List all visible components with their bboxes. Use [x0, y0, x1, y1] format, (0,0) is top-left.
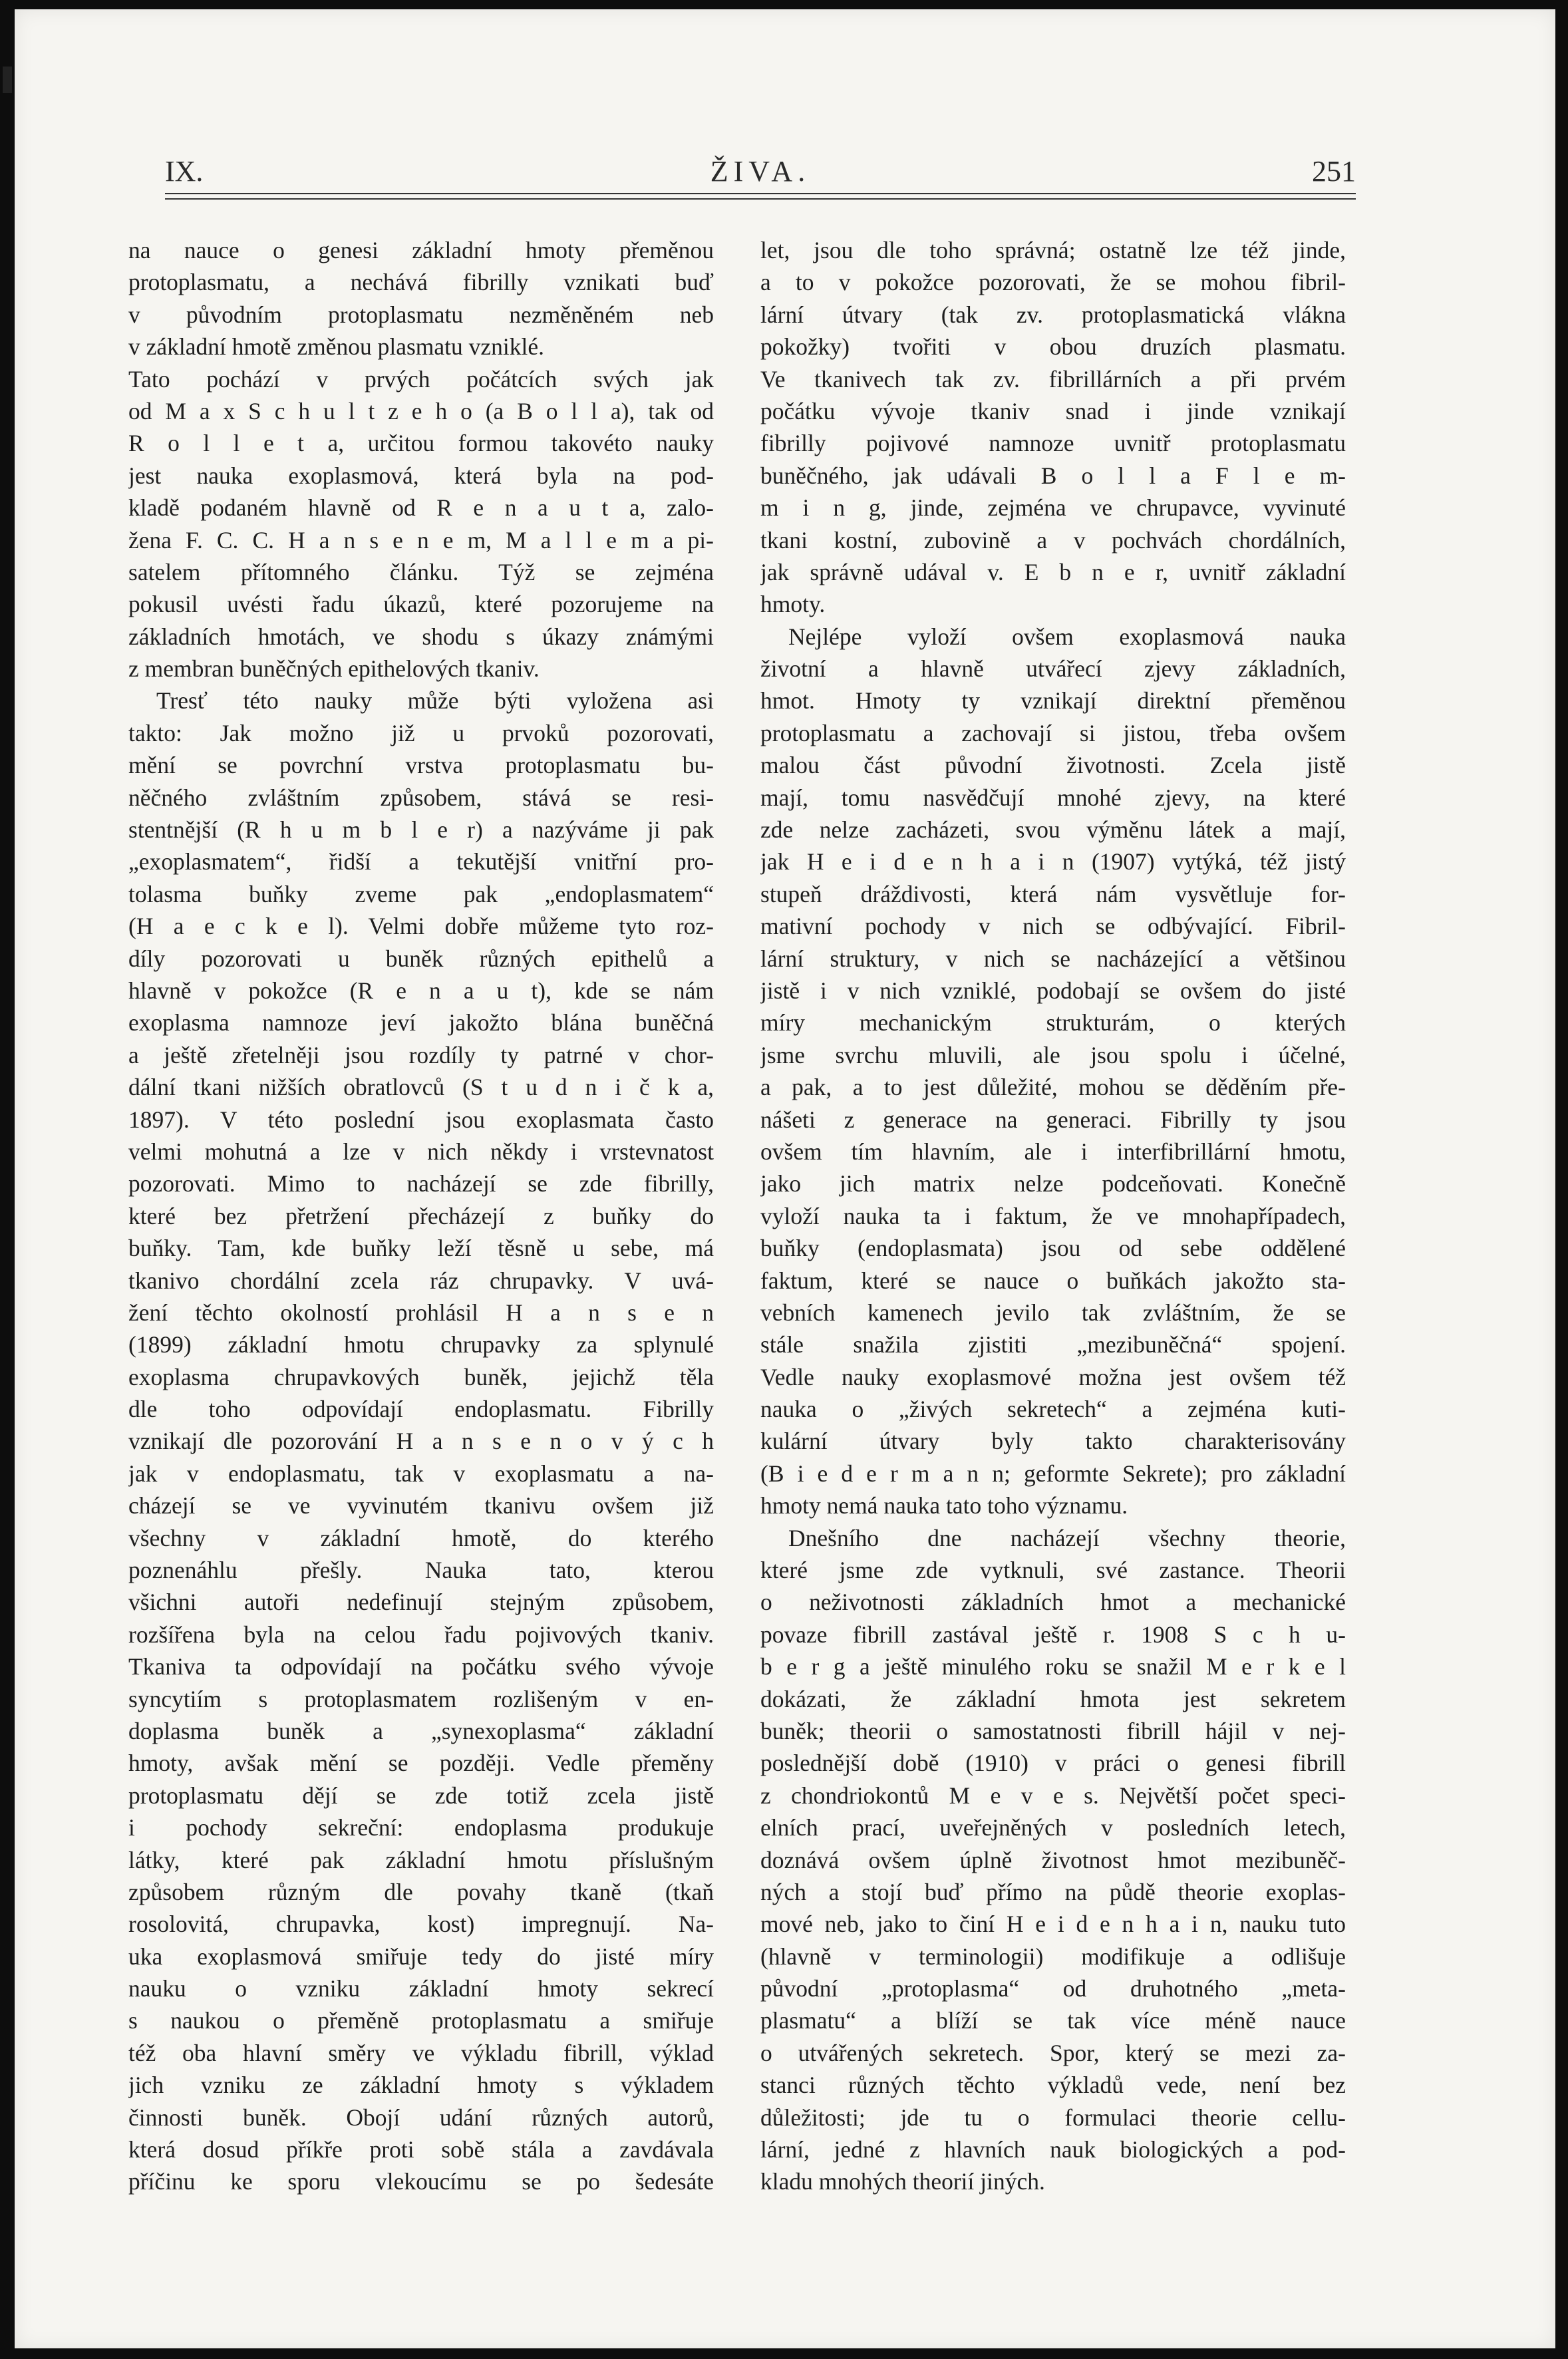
- text-line: z membran buněčných epithelových tkaniv.: [128, 655, 540, 683]
- text-line: poznenáhlu přešly. Nauka tato, kterou: [128, 1557, 714, 1584]
- text-line: tkani kostní, zubovině a v pochvách chordálních,: [760, 526, 1346, 553]
- text-line: Nejlépe vyloží ovšem exoplasmová nauka: [788, 623, 1346, 650]
- text-line: „exoplasmatem“, řidší a tekutější vnitřní pro-: [128, 848, 714, 875]
- text-line: velmi mohutná a lze v nich někdy i vrstevnatost: [128, 1138, 714, 1165]
- text-line: exoplasma chrupavkových buněk, jejichž těla: [128, 1363, 714, 1390]
- text-line: pokožky) tvořiti v obou druzích plasmatu.: [760, 333, 1346, 361]
- text-line: uka exoplasmová smiřuje tedy do jisté míry: [128, 1943, 714, 1970]
- text-line: jak v endoplasmatu, tak v exoplasmatu a na-: [128, 1460, 714, 1487]
- header-rule-bottom: [165, 198, 1356, 200]
- text-line: doplasma buněk a „synexoplasma“ základní: [128, 1717, 714, 1744]
- text-line: životní a hlavně utvářecí zjevy základních,: [760, 655, 1346, 683]
- text-line: kladu mnohých theorií jiných.: [760, 2168, 1045, 2195]
- text-line: Dnešního dne nacházejí všechny theorie,: [788, 1524, 1346, 1551]
- text-line: stanci různých těchto výkladů vede, není bez: [760, 2072, 1346, 2099]
- text-line: nauka o „živých sekretech“ a zejména kuti-: [760, 1396, 1346, 1423]
- text-line: lární útvary (tak zv. protoplasmatická vlákna: [760, 301, 1346, 328]
- text-line: m i n g, jinde, zejména ve chrupavce, vyvinuté: [760, 494, 1346, 522]
- text-line: rosolovitá, chrupavka, kost) impregnují. Na-: [128, 1911, 714, 1938]
- text-line: fibrilly pojivové namnoze uvnitř protoplasmatu: [760, 430, 1346, 457]
- text-line: v základní hmotě změnou plasmatu vzniklé.: [128, 333, 545, 361]
- text-line: b e r g a ještě minulého roku se snažil M e r k e l: [760, 1653, 1346, 1680]
- text-line: díly pozorovati u buněk různých epithelů a: [128, 945, 714, 972]
- text-line: mění se povrchní vrstva protoplasmatu bu-: [128, 752, 714, 779]
- text-line: způsobem různým dle povahy tkaně (tkaň: [128, 1878, 714, 1905]
- text-line: která dosud příkře proti sobě stála a zavdávala: [128, 2136, 714, 2163]
- text-line: Tresť této nauky může býti vyložena asi: [156, 687, 714, 714]
- text-line: stále snažila zjistiti „mezibuněčná“ spojení.: [760, 1331, 1346, 1358]
- text-line: cházejí se ve vyvinutém tkanivu ovšem již: [128, 1492, 714, 1519]
- text-line: vebních kamenech jevilo tak zvláštním, že se: [760, 1299, 1346, 1326]
- text-line: pozorovati. Mimo to nacházejí se zde fibrilly,: [128, 1170, 714, 1197]
- text-line: (1899) základní hmotu chrupavky za splynulé: [128, 1331, 714, 1358]
- text-line: které bez přetržení přecházejí z buňky do: [128, 1202, 714, 1229]
- text-line: všechny v základní hmotě, do kterého: [128, 1524, 714, 1551]
- text-line: činnosti buněk. Obojí udání různých autorů,: [128, 2104, 714, 2131]
- text-line: buňky. Tam, kde buňky leží těsně u sebe, má: [128, 1235, 714, 1262]
- text-line: ovšem tím hlavním, ale i interfibrillární hmotu,: [760, 1138, 1346, 1165]
- text-line: nášeti z generace na generaci. Fibrilly ty jsou: [760, 1106, 1346, 1133]
- text-line: lární, jedné z hlavních nauk biologických a pod-: [760, 2136, 1346, 2163]
- text-line: na nauce o genesi základní hmoty přeměnou: [128, 237, 714, 263]
- text-line: žena F. C. C. H a n s e n e m, M a l l e m a pi-: [128, 526, 714, 553]
- text-line: jistě i v nich vzniklé, podobají se ovšem do jisté: [760, 977, 1346, 1004]
- text-line: dální tkani nižších obratlovců (S t u d n i č k a,: [128, 1074, 714, 1101]
- text-line: Vedle nauky exoplasmové možna jest ovšem též: [760, 1363, 1346, 1390]
- text-line: příčinu ke sporu vlekoucímu se po šedesáte: [128, 2168, 714, 2195]
- text-line: buněčného, jak udávali B o l l a F l e m-: [760, 462, 1346, 489]
- text-line: plasmatu“ a blíží se tak více méně nauce: [760, 2007, 1346, 2034]
- text-line: mové neb, jako to činí H e i d e n h a i n, nauku tuto: [760, 1911, 1346, 1938]
- header-rule-top: [165, 193, 1356, 194]
- text-line: nauku o vzniku základní hmoty sekrecí: [128, 1975, 714, 2002]
- text-line: takto: Jak možno již u prvoků pozorovati,: [128, 719, 714, 746]
- text-line: buněk; theorii o samostatnosti fibrill hájil v nej-: [760, 1717, 1346, 1744]
- text-line: tkanivo chordální zcela ráz chrupavky. V uvá-: [128, 1267, 714, 1294]
- text-line: základních hmotách, ve shodu s úkazy známými: [128, 623, 714, 650]
- text-line: stupeň dráždivosti, která nám vysvětluje for-: [760, 880, 1346, 907]
- text-line: zde nelze zacházeti, svou výměnu látek a mají,: [760, 816, 1346, 844]
- text-line: (hlavně v terminologii) modifikuje a odlišuje: [760, 1943, 1346, 1970]
- text-line: doznává ovšem úplně životnost hmot mezibuněč-: [760, 1846, 1346, 1873]
- text-line: (H a e c k e l). Velmi dobře můžeme tyto roz-: [128, 913, 714, 940]
- text-line: faktum, které se nauce o buňkách jakožto sta-: [760, 1267, 1346, 1294]
- text-line: něčného zvláštním způsobem, stává se resi-: [128, 784, 714, 811]
- text-line: kladě podaném hlavně od R e n a u t a, zalo-: [128, 494, 714, 522]
- text-line: jsme svrchu mluvili, ale jsou spolu i účelné,: [760, 1041, 1346, 1068]
- text-line: a to v pokožce pozorovati, že se mohou fibril-: [760, 269, 1346, 296]
- text-line: hlavně v pokožce (R e n a u t), kde se nám: [128, 977, 714, 1004]
- text-line: hmoty, avšak mění se později. Vedle přeměny: [128, 1750, 714, 1777]
- text-line: Tkaniva ta odpovídají na počátku svého vývoje: [128, 1653, 714, 1680]
- text-line: R o l l e t a, určitou formou takovéto nauky: [128, 430, 714, 457]
- scan-edge-mark: [3, 67, 12, 93]
- text-line: hmot. Hmoty ty vznikají direktní přeměnou: [760, 687, 1346, 714]
- text-line: které jsme zde vytknuli, své zastance. Theorii: [760, 1557, 1346, 1584]
- text-line: pokusil uvésti řadu úkazů, které pozorujeme na: [128, 591, 714, 618]
- text-line: i pochody sekreční: endoplasma produkuje: [128, 1814, 714, 1841]
- text-line: tolasma buňky zveme pak „endoplasmatem“: [128, 880, 714, 907]
- text-line: syncytiím s protoplasmatem rozlišeným v en-: [128, 1685, 714, 1712]
- left-text-column: [128, 234, 714, 2237]
- text-line: jich vzniku ze základní hmoty s výkladem: [128, 2072, 714, 2099]
- text-line: též oba hlavní směry ve výkladu fibrill, výklad: [128, 2039, 714, 2066]
- text-line: o neživotnosti základních hmot a mechanické: [760, 1589, 1346, 1616]
- text-line: protoplasmatu, a nechává fibrilly vznikati buď: [128, 269, 714, 296]
- text-line: o utvářených sekretech. Spor, který se mezi za-: [760, 2039, 1346, 2066]
- text-line: žení těchto okolností prohlásil H a n s e n: [128, 1299, 714, 1326]
- text-line: hmoty.: [760, 591, 826, 618]
- text-line: povaze fibrill zastával ještě r. 1908 S c h u-: [760, 1621, 1346, 1648]
- text-line: z chondriokontů M e v e s. Největší počet speci-: [760, 1782, 1346, 1809]
- text-line: protoplasmatu dějí se zde totiž zcela jistě: [128, 1782, 714, 1809]
- text-line: od M a x S c h u l t z e h o (a B o l l a), tak od: [128, 397, 714, 424]
- text-line: Tato pochází v prvých počátcích svých jak: [128, 365, 714, 393]
- text-line: látky, které pak základní hmotu příslušným: [128, 1846, 714, 1873]
- text-line: počátku vývoje tkaniv snad i jinde vznikají: [760, 397, 1346, 424]
- volume-number: IX.: [165, 155, 204, 188]
- journal-title: ŽIVA.: [710, 155, 811, 188]
- text-line: exoplasma namnoze jeví jakožto blána buněčná: [128, 1009, 714, 1036]
- text-line: původní „protoplasma“ od druhotného „meta-: [760, 1975, 1346, 2002]
- text-line: vznikají dle pozorování H a n s e n o v ý c h: [128, 1428, 714, 1455]
- text-line: ných a stojí buď přímo na půdě theorie exoplas-: [760, 1878, 1346, 1905]
- text-line: důležitosti; jde tu o formulaci theorie cellu-: [760, 2104, 1346, 2131]
- text-line: s naukou o přeměně protoplasmatu a smiřuje: [128, 2007, 714, 2034]
- text-line: elních prací, uveřejněných v posledních letech,: [760, 1814, 1346, 1841]
- text-line: malou část původní životnosti. Zcela jistě: [760, 752, 1346, 779]
- text-line: buňky (endoplasmata) jsou od sebe oddělené: [760, 1235, 1346, 1262]
- text-line: dle toho odpovídají endoplasmatu. Fibrilly: [128, 1396, 714, 1423]
- page-number: 251: [1312, 155, 1356, 188]
- running-head: [165, 154, 1356, 190]
- text-line: 1897). V této poslední jsou exoplasmata často: [128, 1106, 714, 1133]
- text-line: jak H e i d e n h a i n (1907) vytýká, též jistý: [760, 848, 1346, 875]
- text-line: (B i e d e r m a n n; geformte Sekrete); pro základní: [760, 1460, 1346, 1487]
- text-line: kulární útvary byly takto charakterisovány: [760, 1428, 1346, 1455]
- text-line: Ve tkanivech tak zv. fibrillárních a při prvém: [760, 365, 1346, 393]
- text-line: míry mechanickým strukturám, o kterých: [760, 1009, 1346, 1036]
- text-line: lární struktury, v nich se nacházející a většinou: [760, 945, 1346, 972]
- text-line: stentnější (R h u m b l e r) a nazýváme ji pak: [128, 816, 714, 844]
- text-line: satelem přítomného článku. Týž se zejména: [128, 558, 714, 585]
- text-line: poslednější době (1910) v práci o genesi fibrill: [760, 1750, 1346, 1777]
- text-line: mativní pochody v nich se odbývající. Fibril-: [760, 913, 1346, 940]
- text-line: vyloží nauka ta i faktum, že ve mnohapřípadech,: [760, 1202, 1346, 1229]
- right-text-column: [760, 234, 1346, 2237]
- text-line: dokázati, že základní hmota jest sekretem: [760, 1685, 1346, 1712]
- text-line: a ještě zřetelněji jsou rozdíly ty patrné v chor-: [128, 1041, 714, 1068]
- text-line: a pak, a to jest důležité, mohou se děděním pře-: [760, 1074, 1346, 1101]
- text-line: protoplasmatu a zachovají si jistou, třeba ovšem: [760, 719, 1346, 746]
- text-line: let, jsou dle toho správná; ostatně lze též jinde,: [760, 237, 1346, 263]
- text-line: všichni autoři nedefinují stejným způsobem,: [128, 1589, 714, 1616]
- text-line: mají, tomu nasvědčují mnohé zjevy, na které: [760, 784, 1346, 811]
- text-line: jest nauka exoplasmová, která byla na pod-: [128, 462, 714, 489]
- text-line: jak správně udával v. E b n e r, uvnitř základní: [760, 558, 1346, 585]
- text-line: rozšířena byla na celou řadu pojivových tkaniv.: [128, 1621, 714, 1648]
- text-line: v původním protoplasmatu nezměněném neb: [128, 301, 714, 328]
- text-line: hmoty nemá nauka tato toho významu.: [760, 1492, 1128, 1519]
- text-line: jako jich matrix nelze podceňovati. Konečně: [760, 1170, 1346, 1197]
